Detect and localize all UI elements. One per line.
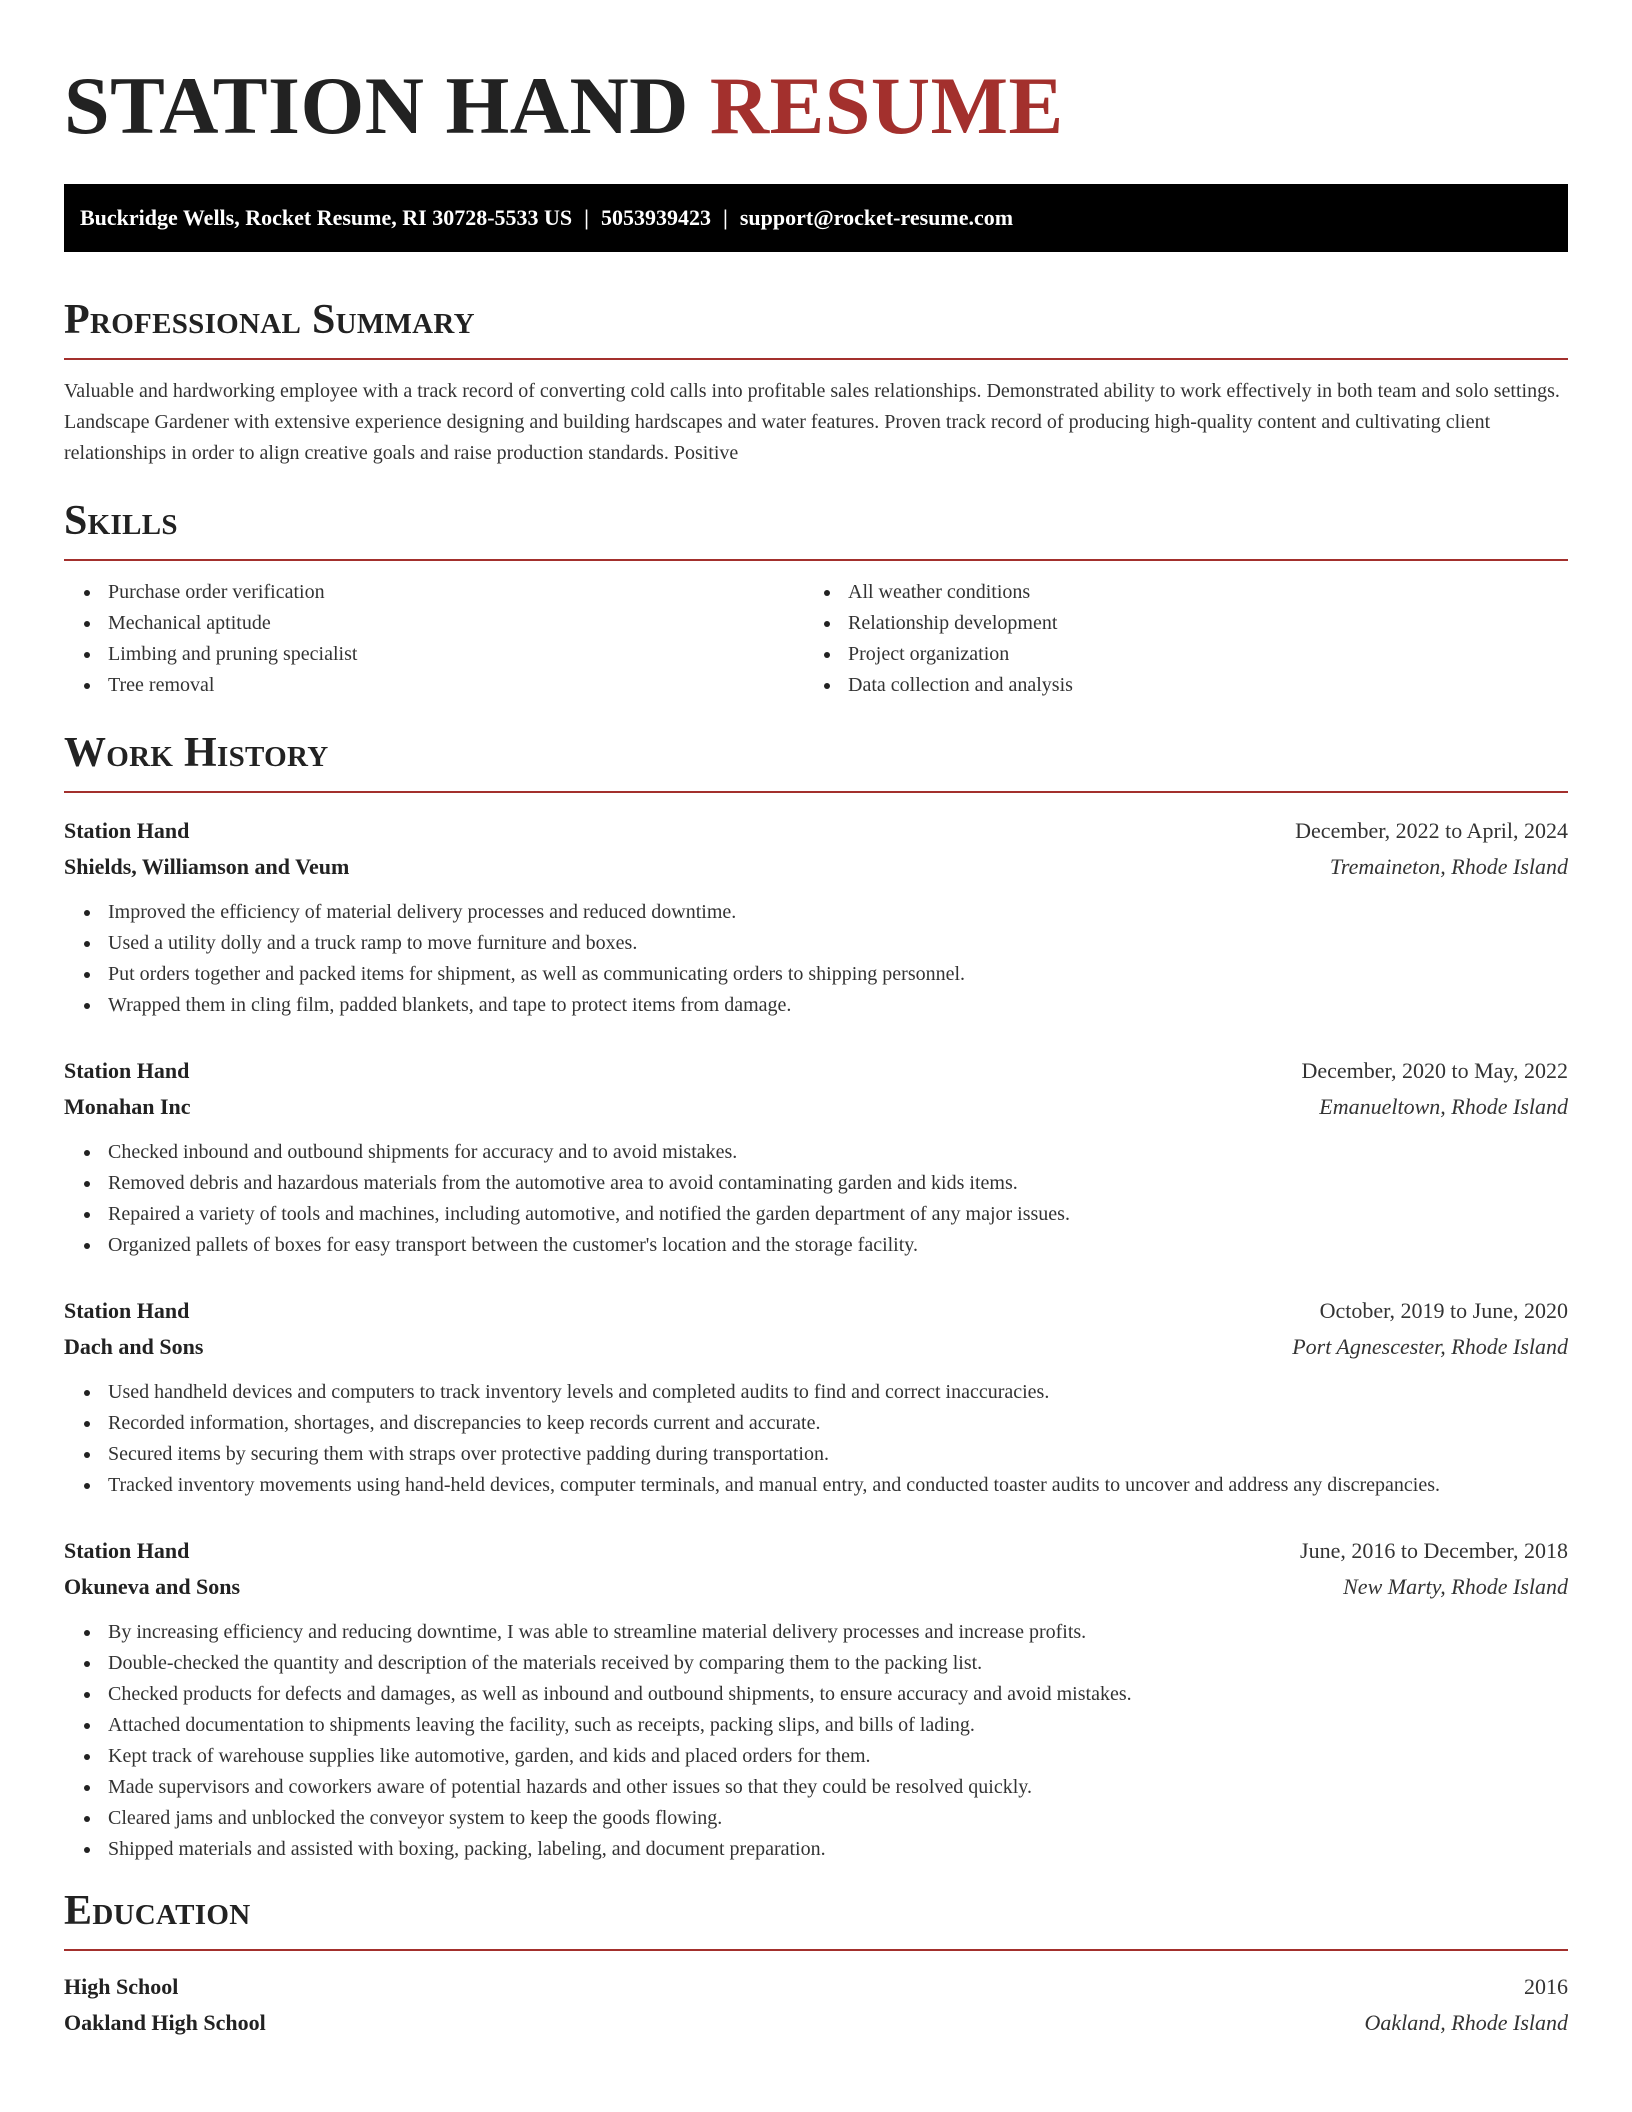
job-dates: December, 2020 to May, 2022 xyxy=(1301,1058,1568,1083)
job-location: New Marty, Rhode Island xyxy=(1343,1574,1568,1599)
skills-grid xyxy=(64,577,1568,701)
education-section xyxy=(64,1887,1568,2041)
job-role: Station Hand xyxy=(64,1058,190,1083)
job-dates: December, 2022 to April, 2024 xyxy=(1295,818,1568,843)
job-duty: Made supervisors and coworkers aware of potential hazards and other issues so that they could be resolved quickly. xyxy=(64,1772,1568,1803)
job-entry xyxy=(64,1533,1568,1865)
job-duty: Kept track of warehouse supplies like automotive, garden, and kids and placed orders for them. xyxy=(64,1741,1568,1772)
contact-separator: | xyxy=(584,205,590,230)
job-employer-row xyxy=(64,1329,1568,1365)
skill-item: Purchase order verification xyxy=(64,577,804,608)
education-degree: High School xyxy=(64,1974,179,1999)
job-duty: Tracked inventory movements using hand-held devices, computer terminals, and manual entry, and conducted toaster audits to uncover and address any discrepancies. xyxy=(64,1470,1568,1501)
job-duty: Repaired a variety of tools and machines, including automotive, and notified the garden department of any major issues. xyxy=(64,1199,1568,1230)
job-title-row xyxy=(64,813,1568,849)
education-school-row xyxy=(64,2005,1568,2041)
contact-separator: | xyxy=(723,205,728,230)
skills-column-right xyxy=(804,577,1544,701)
job-duties xyxy=(64,1617,1568,1865)
job-entry xyxy=(64,1293,1568,1501)
contact-phone: 5053939423 xyxy=(601,205,712,230)
job-location: Tremaineton, Rhode Island xyxy=(1329,854,1568,879)
job-duty: Removed debris and hazardous materials from the automotive area to avoid contaminating garden and kids items. xyxy=(64,1168,1568,1199)
resume-title xyxy=(64,58,1568,154)
job-duty: Secured items by securing them with straps over protective padding during transportation. xyxy=(64,1439,1568,1470)
job-role: Station Hand xyxy=(64,1538,190,1563)
job-duties xyxy=(64,897,1568,1021)
job-duties xyxy=(64,1137,1568,1261)
job-title-row xyxy=(64,1053,1568,1089)
skill-item: Project organization xyxy=(804,639,1544,670)
work-history-section xyxy=(64,729,1568,1865)
job-employer: Okuneva and Sons xyxy=(64,1574,241,1599)
job-title-row xyxy=(64,1533,1568,1569)
job-employer-row xyxy=(64,1569,1568,1605)
contact-bar xyxy=(64,184,1568,252)
job-employer: Dach and Sons xyxy=(64,1334,204,1359)
title-accent: RESUME xyxy=(709,60,1064,151)
job-title-row xyxy=(64,1293,1568,1329)
job-location: Port Agnescester, Rhode Island xyxy=(1292,1334,1568,1359)
job-duty: By increasing efficiency and reducing downtime, I was able to streamline material delivery processes and increase profits. xyxy=(64,1617,1568,1648)
education-location: Oakland, Rhode Island xyxy=(1364,2010,1568,2035)
job-dates: October, 2019 to June, 2020 xyxy=(1319,1298,1568,1323)
skill-item: Relationship development xyxy=(804,608,1544,639)
job-duty: Recorded information, shortages, and discrepancies to keep records current and accurate. xyxy=(64,1408,1568,1439)
education-year: 2016 xyxy=(1524,1974,1568,1999)
job-employer: Monahan Inc xyxy=(64,1094,191,1119)
skill-item: Data collection and analysis xyxy=(804,670,1544,701)
job-duty: Used handheld devices and computers to track inventory levels and completed audits to find and correct inaccuracies. xyxy=(64,1377,1568,1408)
skill-item: All weather conditions xyxy=(804,577,1544,608)
job-duty: Shipped materials and assisted with boxing, packing, labeling, and document preparation. xyxy=(64,1834,1568,1865)
professional-summary-section xyxy=(64,296,1568,469)
section-heading-skills: Skills xyxy=(64,497,1568,561)
skills-column-left xyxy=(64,577,804,701)
section-heading-summary: Professional Summary xyxy=(64,296,1568,360)
job-role: Station Hand xyxy=(64,818,190,843)
job-employer: Shields, Williamson and Veum xyxy=(64,854,350,879)
skill-item: Mechanical aptitude xyxy=(64,608,804,639)
education-entry xyxy=(64,1969,1568,2041)
title-main: STATION HAND xyxy=(64,60,689,151)
skills-section xyxy=(64,497,1568,701)
job-duty: Improved the efficiency of material delivery processes and reduced downtime. xyxy=(64,897,1568,928)
job-duty: Cleared jams and unblocked the conveyor system to keep the goods flowing. xyxy=(64,1803,1568,1834)
section-heading-work: Work History xyxy=(64,729,1568,793)
job-duty: Put orders together and packed items for shipment, as well as communicating orders to shipping personnel. xyxy=(64,959,1568,990)
job-role: Station Hand xyxy=(64,1298,190,1323)
job-location: Emanueltown, Rhode Island xyxy=(1319,1094,1568,1119)
job-employer-row xyxy=(64,1089,1568,1125)
job-duty: Attached documentation to shipments leaving the facility, such as receipts, packing slips, and bills of lading. xyxy=(64,1710,1568,1741)
contact-email[interactable]: support@rocket-resume.com xyxy=(739,205,1014,230)
skill-item: Limbing and pruning specialist xyxy=(64,639,804,670)
education-school: Oakland High School xyxy=(64,2010,266,2035)
job-duty: Checked inbound and outbound shipments for accuracy and to avoid mistakes. xyxy=(64,1137,1568,1168)
skill-item: Tree removal xyxy=(64,670,804,701)
job-duty: Organized pallets of boxes for easy transport between the customer's location and the storage facility. xyxy=(64,1230,1568,1261)
job-duties xyxy=(64,1377,1568,1501)
job-duty: Double-checked the quantity and description of the materials received by comparing them to the packing list. xyxy=(64,1648,1568,1679)
contact-address: Buckridge Wells, Rocket Resume, RI 30728-5533 US xyxy=(80,205,573,230)
job-dates: June, 2016 to December, 2018 xyxy=(1300,1538,1568,1563)
job-duty: Wrapped them in cling film, padded blankets, and tape to protect items from damage. xyxy=(64,990,1568,1021)
job-entry xyxy=(64,813,1568,1021)
section-heading-education: Education xyxy=(64,1887,1568,1951)
job-employer-row xyxy=(64,849,1568,885)
job-duty: Checked products for defects and damages, as well as inbound and outbound shipments, to ensure accuracy and avoid mistakes. xyxy=(64,1679,1568,1710)
education-degree-row xyxy=(64,1969,1568,2005)
summary-text: Valuable and hardworking employee with a track record of converting cold calls into profitable sales relationships. Demonstrated ability to work effectively in both team and solo settings. Landscape Gardener with extensive experience designing and building hardscapes and water features. Proven track record of producing high-quality content and cultivating client relationships in order to align creative goals and raise production standards. Positive xyxy=(64,380,1560,464)
job-entry xyxy=(64,1053,1568,1261)
job-duty: Used a utility dolly and a truck ramp to move furniture and boxes. xyxy=(64,928,1568,959)
